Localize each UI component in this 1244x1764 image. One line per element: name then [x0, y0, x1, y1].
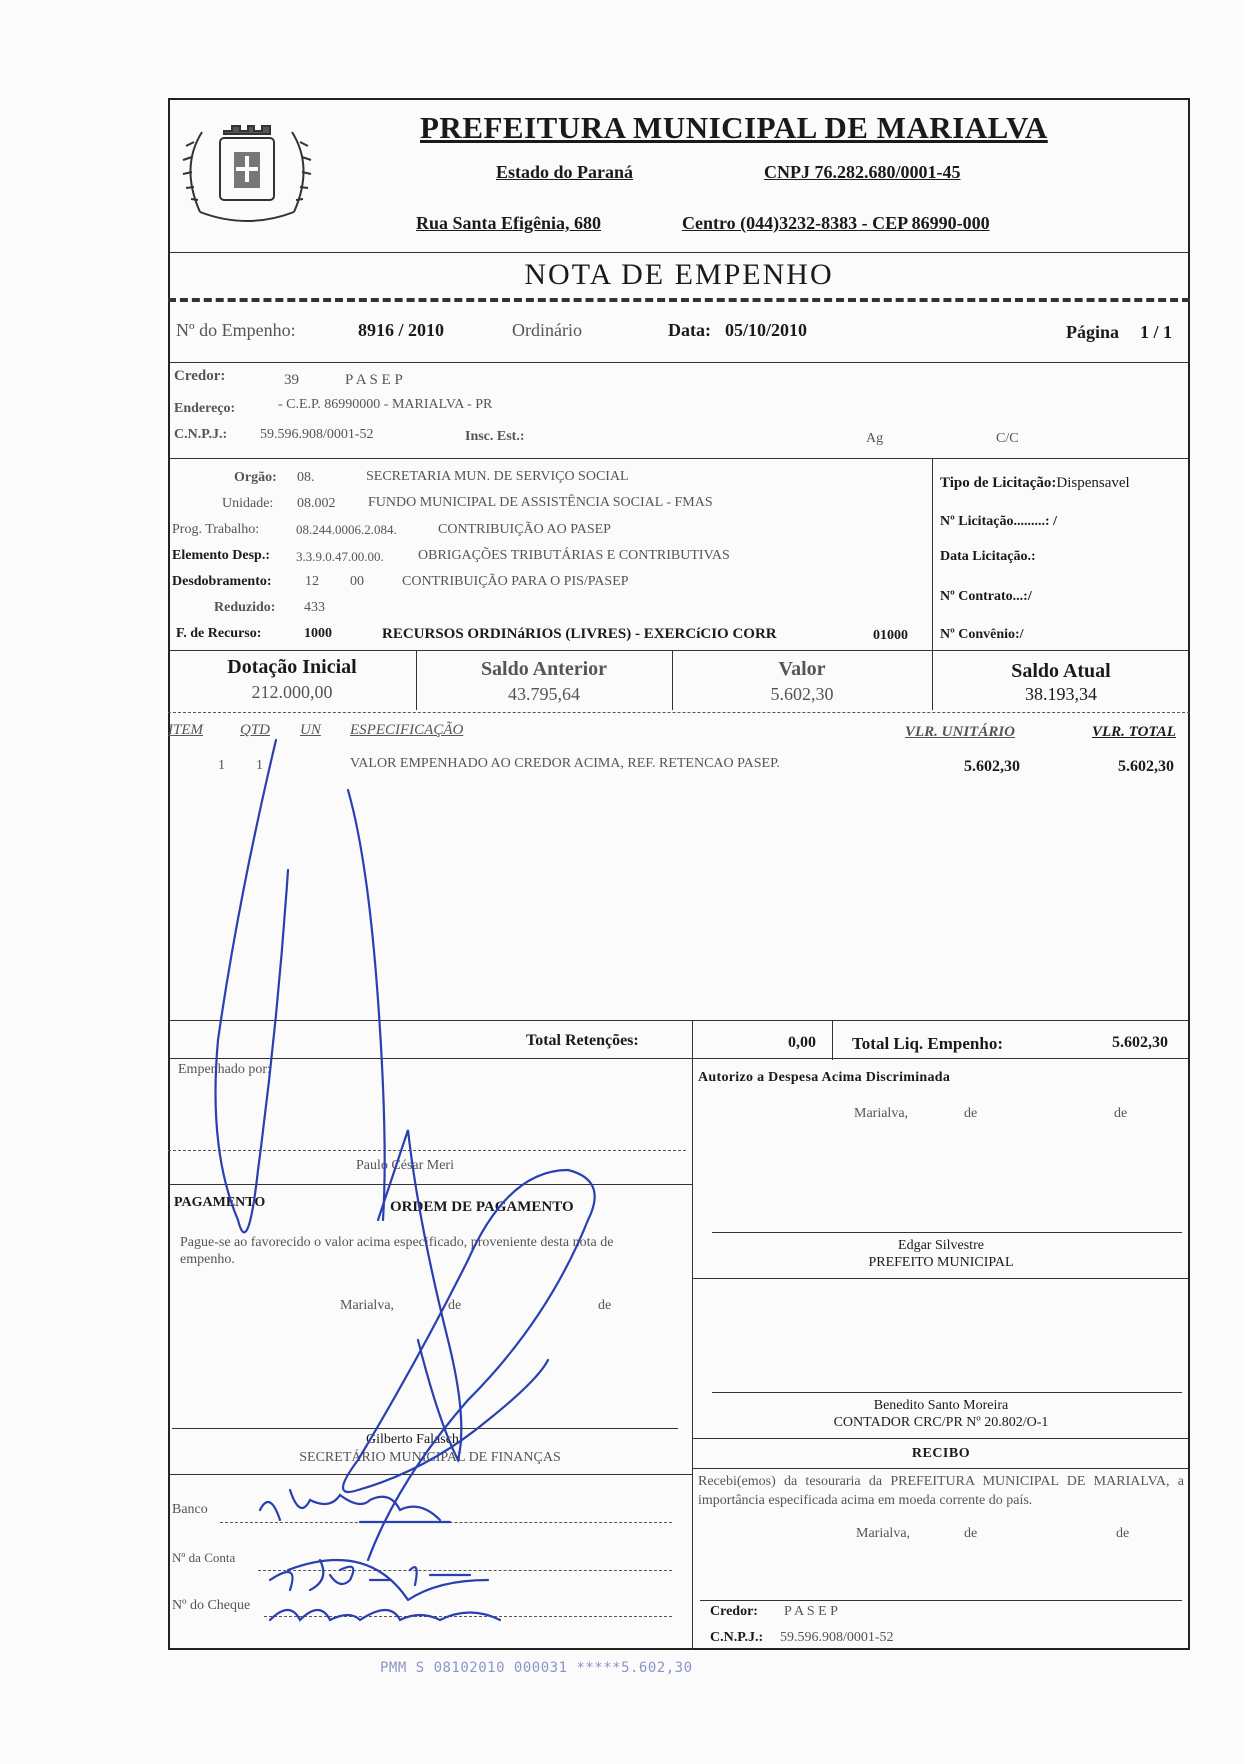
reduzido-value: 433 [304, 600, 325, 615]
page-value: 1 / 1 [1140, 322, 1173, 342]
valor-label: Valor [778, 658, 826, 680]
pagamento-text: Pague-se ao favorecido o valor acima especificado, proveniente desta nota de empenho. [180, 1235, 614, 1267]
recurso-code: 1000 [304, 626, 332, 641]
recurso-value: RECURSOS ORDINáRIOS (LIVRES) - EXERCíCIO CORR [382, 626, 777, 642]
date-value: 05/10/2010 [725, 320, 808, 340]
item-1-unit: 5.602,30 [964, 758, 1020, 775]
prog-code: 08.244.0006.2.084. [296, 522, 397, 537]
orgao-code: 08. [297, 470, 315, 485]
recurso-number: 01000 [873, 628, 908, 643]
cnpj-label: C.N.P.J.: [174, 427, 228, 442]
cnpj-value: 59.596.908/0001-52 [260, 427, 374, 442]
convenio-label: Nº Convênio:/ [940, 627, 1024, 642]
cnpj-header: CNPJ 76.282.680/0001-45 [764, 162, 961, 182]
desdobramento-label: Desdobramento: [172, 574, 272, 589]
retencoes-value: 0,00 [788, 1034, 816, 1051]
conta-label: Nº da Conta [172, 1550, 236, 1565]
insc-label: Insc. Est.: [465, 429, 525, 444]
unidade-value: FUNDO MUNICIPAL DE ASSISTÊNCIA SOCIAL - FMAS [368, 495, 713, 510]
col-vlr-unitario: VLR. UNITÁRIO [905, 724, 1016, 740]
orgao-label: Orgão: [234, 470, 277, 485]
orgao-value: SECRETARIA MUN. DE SERVIÇO SOCIAL [366, 469, 629, 484]
recibo-credor-value: P A S E P [784, 1604, 838, 1619]
recibo-cnpj-label: C.N.P.J.: [710, 1630, 764, 1645]
col-un: UN [300, 722, 321, 738]
recurso-label: F. de Recurso: [176, 626, 262, 641]
ordem-pagamento: ORDEM DE PAGAMENTO [390, 1199, 574, 1215]
item-1-qtd: 1 [256, 758, 263, 773]
recibo-city: Marialva, [856, 1526, 911, 1541]
dotacao-value: 212.000,00 [251, 682, 333, 702]
credor-name: P A S E P [345, 372, 403, 388]
recibo-title: RECIBO [911, 1446, 971, 1461]
col-qtd: QTD [240, 722, 271, 738]
credor-code: 39 [284, 372, 299, 388]
desdobramento-sub: 00 [350, 574, 364, 589]
credor-label: Credor: [174, 368, 226, 384]
item-1-total: 5.602,30 [1118, 758, 1174, 775]
contador-role: CONTADOR CRC/PR Nº 20.802/O-1 [833, 1415, 1049, 1430]
autorizo-de1: de [964, 1106, 978, 1121]
saldo-anterior-value: 43.795,64 [508, 684, 580, 704]
licitacao-tipo-value: Dispensavel [1056, 475, 1130, 491]
desdobramento-value: CONTRIBUIÇÃO PARA O PIS/PASEP [402, 574, 629, 589]
contador-name: Benedito Santo Moreira [873, 1398, 1009, 1413]
banco-label: Banco [172, 1502, 208, 1517]
licitacao-date-label: Data Licitação.: [940, 549, 1036, 564]
reduzido-label: Reduzido: [214, 600, 276, 615]
state-label: Estado do Paraná [496, 162, 634, 182]
autorizo-de2: de [1114, 1106, 1128, 1121]
coat-of-arms-logo [172, 112, 322, 232]
doc-title: NOTA DE EMPENHO [524, 258, 834, 291]
pagamento-label: PAGAMENTO [174, 1195, 266, 1210]
ag-label: Ag [866, 431, 884, 446]
prefeitura-title: PREFEITURA MUNICIPAL DE MARIALVA [420, 110, 1048, 145]
elemento-value: OBRIGAÇÕES TRIBUTÁRIAS E CONTRIBUTIVAS [418, 548, 730, 563]
date-label: Data: [668, 320, 711, 340]
saldo-atual-label: Saldo Atual [1011, 660, 1111, 682]
valor-value: 5.602,30 [770, 684, 834, 704]
empenho-type: Ordinário [512, 320, 582, 340]
unidade-code: 08.002 [297, 496, 336, 511]
unidade-label: Unidade: [222, 496, 274, 511]
pagamento-city: Marialva, [340, 1298, 395, 1313]
empenhado-name: Paulo César Meri [356, 1158, 454, 1173]
empenho-number: 8916 / 2010 [358, 320, 445, 340]
autorizo-city: Marialva, [854, 1106, 909, 1121]
autorizo-label: Autorizo a Despesa Acima Discriminada [698, 1070, 951, 1085]
pagamento-de2: de [598, 1298, 612, 1313]
district-phone-cep: Centro (044)3232-8383 - CEP 86990-000 [682, 213, 990, 233]
secretario-role: SECRETÁRIO MUNICIPAL DE FINANÇAS [299, 1450, 561, 1465]
address-label: Rua Santa Efigênia, 680 [416, 213, 602, 233]
prog-value: CONTRIBUIÇÃO AO PASEP [438, 522, 611, 537]
prefeito-role: PREFEITO MUNICIPAL [868, 1255, 1014, 1270]
empenhado-label: Empenhado por: [178, 1062, 271, 1077]
recibo-cnpj-value: 59.596.908/0001-52 [780, 1630, 894, 1645]
item-1-desc: VALOR EMPENHADO AO CREDOR ACIMA, REF. RETENCAO PASEP. [350, 756, 780, 771]
col-vlr-total: VLR. TOTAL [1092, 724, 1176, 740]
cheque-label: Nº do Cheque [172, 1598, 251, 1613]
col-item: ITEM [168, 722, 203, 738]
endereco-label: Endereço: [174, 401, 236, 416]
secretario-name: Gilberto Falaschi [366, 1432, 463, 1447]
bank-handwriting-drawing [240, 1480, 560, 1630]
prefeito-name: Edgar Silvestre [898, 1238, 984, 1253]
item-1-number: 1 [218, 758, 225, 773]
elemento-label: Elemento Desp.: [172, 548, 270, 563]
saldo-atual-value: 38.193,34 [1025, 684, 1097, 704]
recibo-text: Recebi(emos) da tesouraria da PREFEITURA MUNICIPAL DE MARIALVA, a importância especificada acima em moeda corrente do país. [698, 1474, 1184, 1508]
prog-label: Prog. Trabalho: [172, 522, 260, 537]
page-label: Página [1066, 322, 1120, 342]
saldo-anterior-label: Saldo Anterior [480, 658, 608, 680]
cc-label: C/C [996, 431, 1019, 446]
elemento-code: 3.3.9.0.47.00.00. [296, 549, 384, 564]
recibo-credor-label: Credor: [710, 1604, 758, 1619]
col-especificacao: ESPECIFICAÇÃO [350, 722, 464, 738]
recibo-de1: de [964, 1526, 978, 1541]
retencoes-label: Total Retenções: [526, 1032, 639, 1049]
licitacao-tipo-label [940, 475, 1130, 492]
liq-label: Total Liq. Empenho: [852, 1034, 1003, 1053]
contrato-label: Nº Contrato...:/ [940, 589, 1032, 604]
dotacao-label: Dotação Inicial [227, 656, 357, 678]
liq-value: 5.602,30 [1112, 1034, 1168, 1051]
pagamento-de1: de [448, 1298, 462, 1313]
recibo-de2: de [1116, 1526, 1130, 1541]
empenho-label: Nº do Empenho: [176, 320, 296, 340]
machine-stamp: PMM S 08102010 000031 *****5.602,30 [380, 1660, 693, 1676]
licitacao-number-label: Nº Licitação.........: / [940, 514, 1057, 529]
endereco-value: - C.E.P. 86990000 - MARIALVA - PR [278, 397, 493, 412]
desdobramento-code: 12 [305, 574, 319, 589]
licitacao-tipo-label-text: Tipo de Licitação: [940, 475, 1057, 491]
